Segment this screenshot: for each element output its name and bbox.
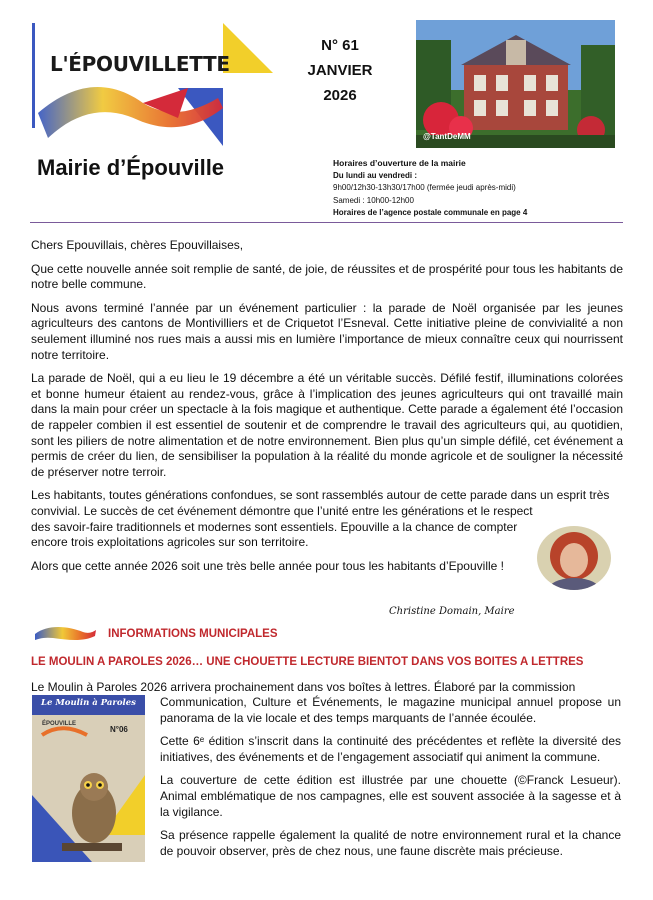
editorial-line: encore trois exploitations agricoles sur son territoire. xyxy=(31,535,309,550)
hours-saturday: Samedi : 10h00-12h00 xyxy=(333,195,414,205)
editorial-paragraph xyxy=(31,488,623,550)
article-paragraph: Sa présence rappelle également la qualité de notre environnement rural et la chance de pouvoir observer, près de chez nous, une faune discrète mais précieuse. xyxy=(160,828,621,858)
article-text xyxy=(160,695,621,867)
logo-graphic xyxy=(28,18,278,153)
photo-credit: @TantDeMM xyxy=(423,132,471,141)
editorial xyxy=(31,238,623,582)
cover-title: Le Moulin à Paroles xyxy=(41,698,136,708)
editorial-line: des savoir-faire traditionnels et modernes sont essentiels. Epouville a la chance de compter xyxy=(31,519,518,534)
hours-weekdays-label: Du lundi au vendredi : xyxy=(333,170,418,180)
cover-number: N°06 xyxy=(110,725,128,734)
issue-month: JANVIER xyxy=(307,62,373,79)
editorial-paragraph: Que cette nouvelle année soit remplie de santé, de joie, de réussites et de prospérité pour tous les habitants de notre belle commune. xyxy=(31,261,623,292)
opening-hours xyxy=(333,157,527,220)
article-paragraph: La couverture de cette édition est illustrée par une chouette (©Franck Lesueur). Animal emblématique de nos campagnes, elle est souvent associée à la sagesse et à la vigilance. xyxy=(160,773,621,819)
header-divider xyxy=(30,222,623,223)
greeting: Chers Epouvillais, chères Epouvillaises, xyxy=(31,238,244,252)
magazine-cover xyxy=(32,695,145,862)
issue-number: N° 61 xyxy=(321,37,359,54)
mayor-portrait xyxy=(537,526,611,590)
article-first-line: Le Moulin à Paroles 2026 arrivera prochainement dans vos boîtes à lettres. Élaboré par la commission xyxy=(31,680,576,694)
editorial-line: Les habitants, toutes générations confondues, se sont rassemblés autour de cette parade dans un esprit très xyxy=(31,488,610,503)
cover-brand: ÉPOUVILLE xyxy=(42,721,77,727)
newsletter-logo-title: L'ÉPOUVILLETTE xyxy=(50,52,230,76)
editorial-paragraph: La parade de Noël, qui a eu lieu le 19 décembre a été un véritable succès. Défilé festif, illuminations colorées et bonne humeur étaient au rendez-vous, grâce à l’implication des jeunes agriculteurs qui ont travaillé main dans la main pour créer un spectacle à la fois magique et authentique. Cette parade a également été l’occasion de rappeler combien il est essentiel de soutenir et de comprendre le travail des agriculteurs qui, au quotidien, sont les piliers de notre alimentation et de notre environnement. Bien plus qu’un simple défilé, cet événement a permis de créer du lien, de sensibiliser la population à la réalité du monde agricole et de souligner la nécessité de préserver notre terroir. xyxy=(31,371,623,479)
hours-weekdays: 9h00/12h30-13h30/17h00 (fermée jeudi après-midi) xyxy=(333,183,516,192)
town-hall-photo xyxy=(416,20,615,148)
section-brush-icon xyxy=(33,622,98,642)
mayor-signature: Christine Domain, Maire xyxy=(389,606,515,617)
editorial-line: convivial. Le succès de cet événement démontre que l’unité entre les générations et le respect xyxy=(31,503,533,518)
section-title: INFORMATIONS MUNICIPALES xyxy=(108,628,278,640)
hours-title: Horaires d’ouverture de la mairie xyxy=(333,158,466,168)
issue-year: 2026 xyxy=(323,87,357,104)
issue-info xyxy=(290,33,390,108)
mairie-title: Mairie d’Épouville xyxy=(37,155,225,180)
editorial-closing: Alors que cette année 2026 soit une très belle année pour tous les habitants d’Epouville ! xyxy=(31,558,504,573)
article-paragraph: Communication, Culture et Événements, le magazine municipal annuel propose un panorama de la vie locale et des temps marquants de l’année écoulée. xyxy=(160,695,621,725)
article-paragraph: Cette 6ᵉ édition s’inscrit dans la continuité des précédentes et reflète la diversité des initiatives, des événements et de l’engagement associatif qui animent la commune. xyxy=(160,734,621,764)
hours-post-office-note: Horaires de l’agence postale communale en page 4 xyxy=(333,208,528,217)
editorial-paragraph: Nous avons terminé l’année par un événement particulier : la parade de Noël organisée par les jeunes agriculteurs des cantons de Montivilliers et de Criquetot l’Esneval. Cette initiative pleine de convivialité a non seulement illuminé nos rues mais a aussi mis en lumière l’importance de mieux connaître ceux qui nourrissent notre territoire. xyxy=(31,300,623,362)
article-headline: LE MOULIN A PAROLES 2026… UNE CHOUETTE LECTURE BIENTOT DANS VOS BOITES A LETTRES xyxy=(31,656,584,668)
